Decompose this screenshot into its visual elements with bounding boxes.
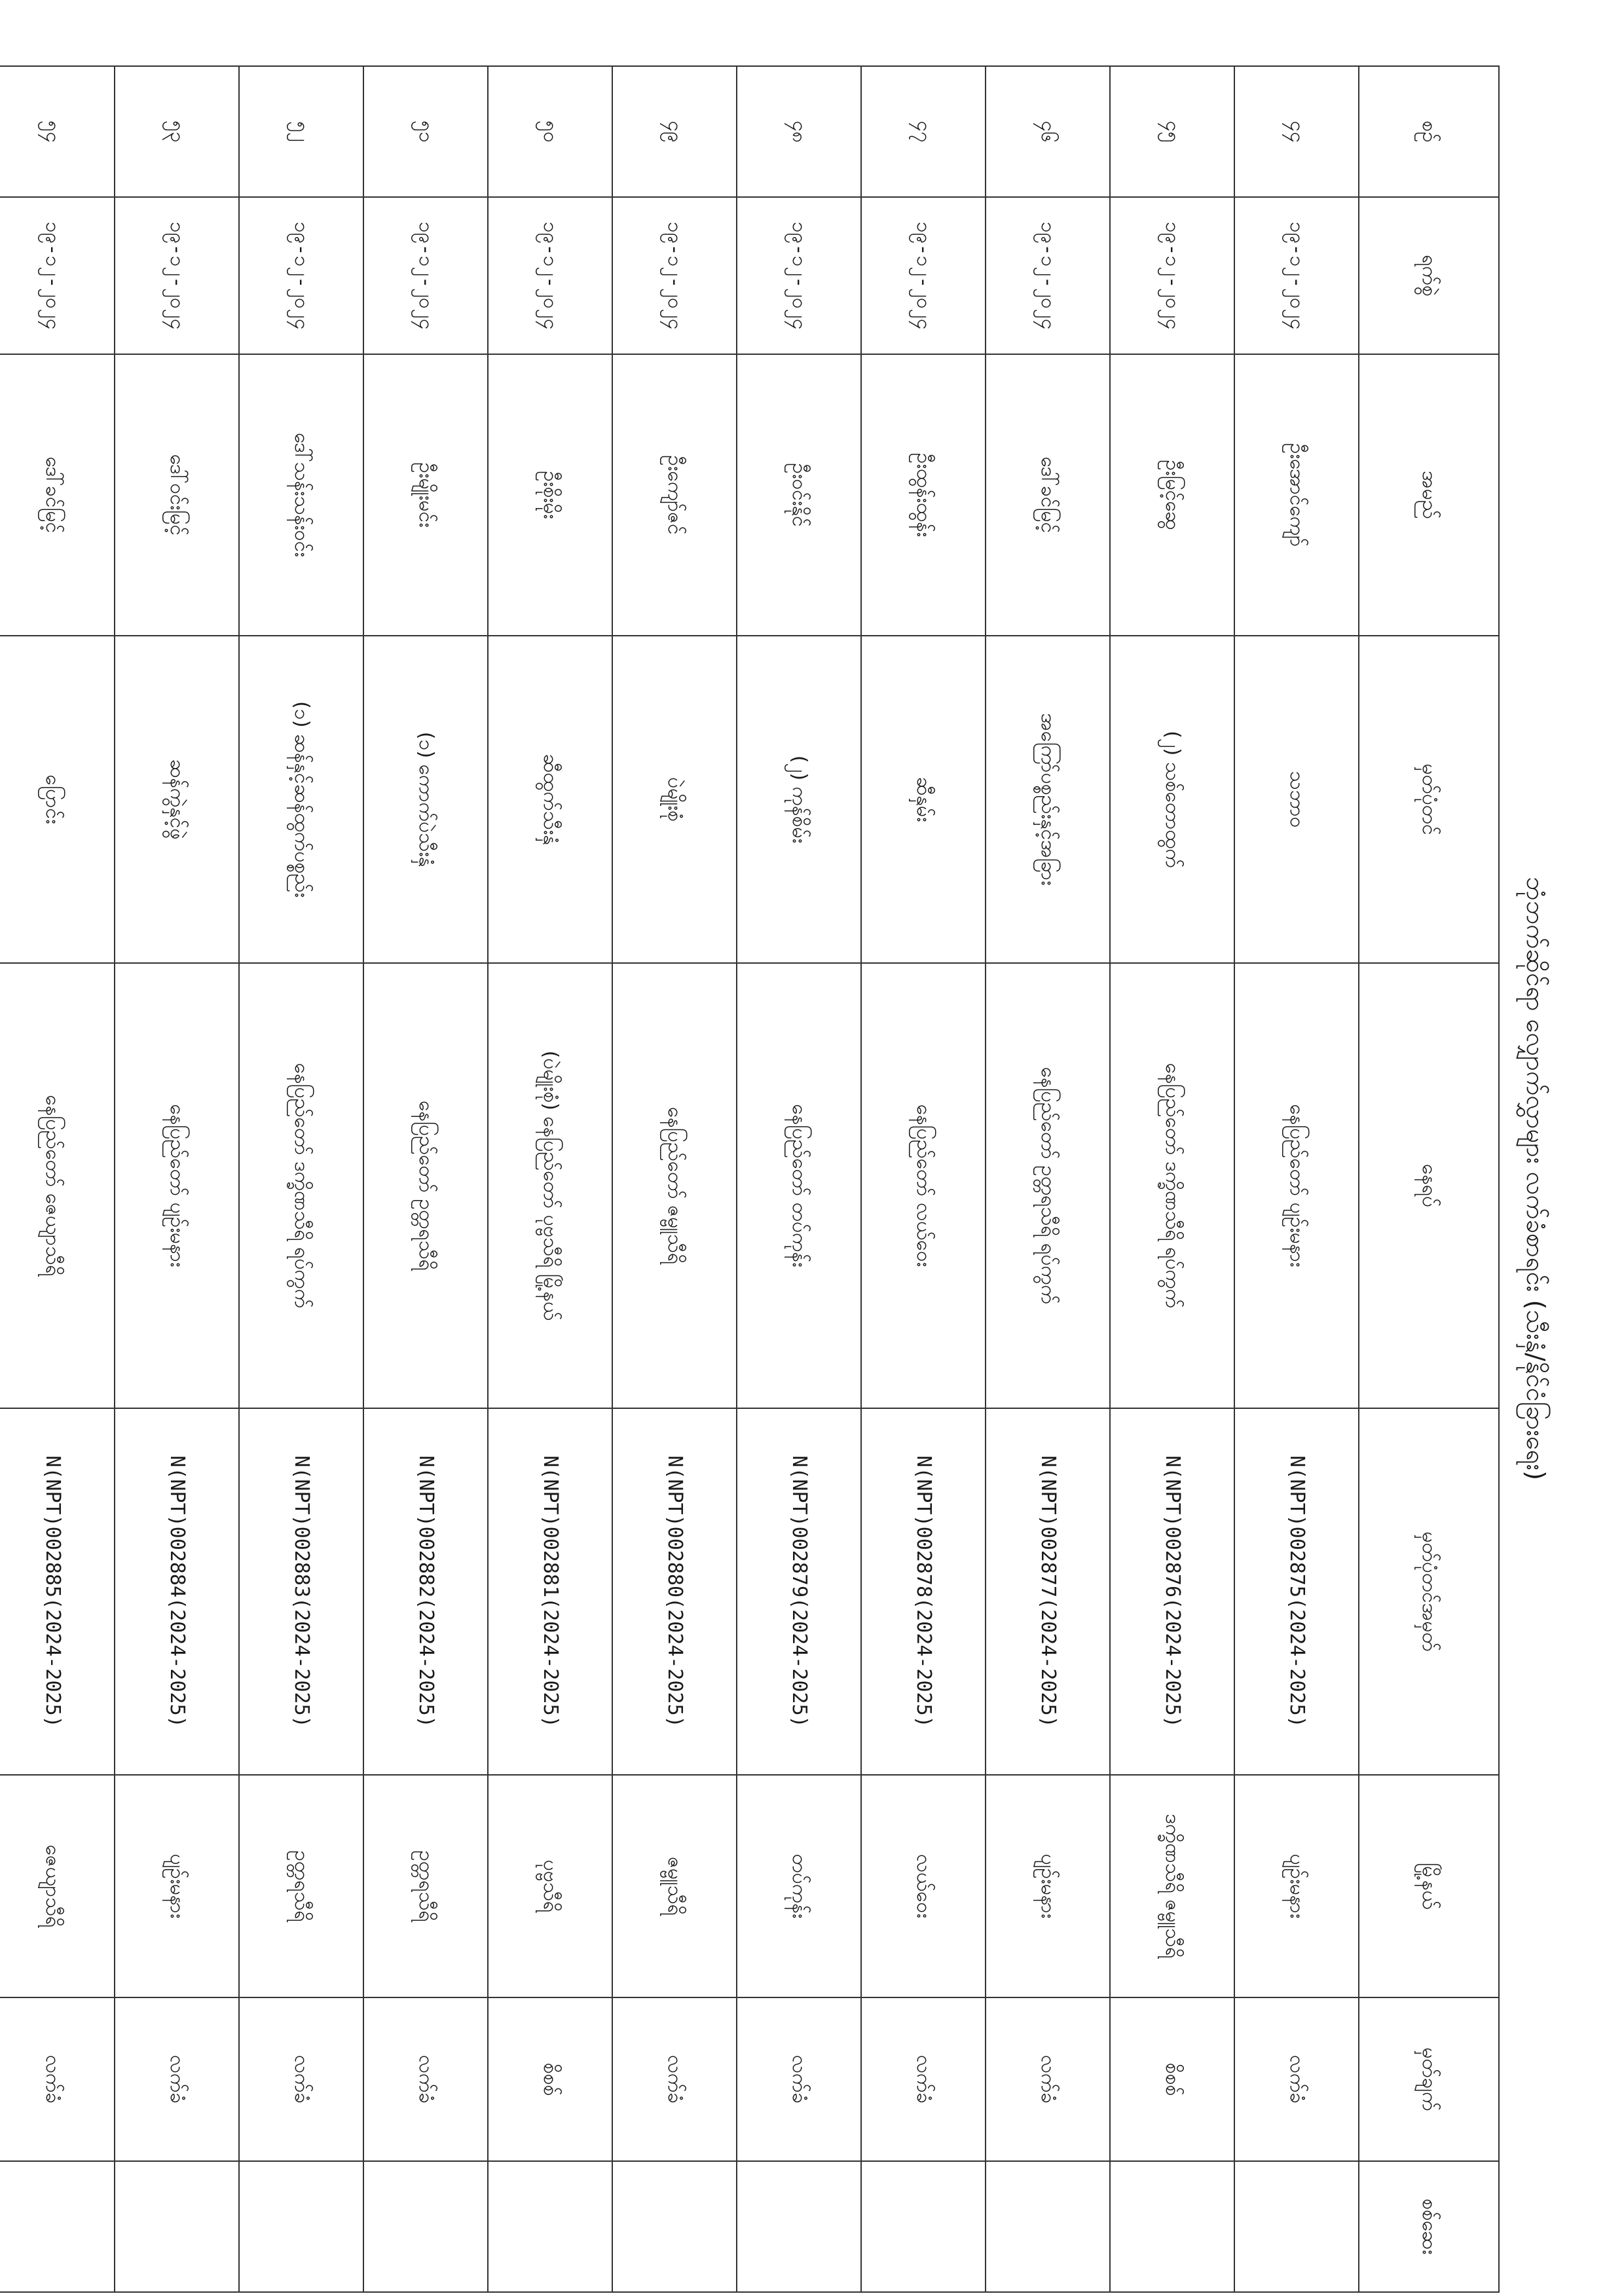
table-row <box>737 66 861 2292</box>
cell-township: ဇမ္ဗူသီရိ <box>612 1775 737 1997</box>
cell-name: ဦးစိုးမိုး <box>488 354 612 636</box>
cell-extra <box>861 2161 986 2292</box>
table-row <box>488 66 612 2292</box>
cell-no: ၄၉ <box>612 66 737 197</box>
cell-nrc: (၁) ဆန်နှင့်ဆန်ထွက်ပစ္စည်း <box>239 636 363 963</box>
header-reg-no: မှတ်ပုံတင်အမှတ် <box>1359 1408 1499 1775</box>
cell-name: ဦးဝင်းနိုင် <box>737 354 861 636</box>
table-row <box>239 66 363 2292</box>
cell-date: ၁၉-၁၂-၂၀၂၄ <box>1110 197 1234 354</box>
cell-nrc: အကြော်ပစ္စည်းနှင့်အခြား <box>986 636 1110 963</box>
cell-no: ၄၄ <box>1234 66 1359 197</box>
table-header-row <box>1359 66 1499 2292</box>
header-date: ရက်စွဲ <box>1359 197 1499 354</box>
cell-extra <box>737 2161 861 2292</box>
cell-date: ၁၉-၁၂-၂၀၂၄ <box>861 197 986 354</box>
registration-table <box>0 65 1500 2293</box>
cell-no: ၅၄ <box>0 66 115 197</box>
cell-remark: လက်ခံ <box>612 1997 737 2161</box>
cell-name: ဦးမြင့်ဆွေ <box>1110 354 1234 636</box>
table-row <box>115 66 239 2292</box>
cell-reg-no: N(NPT)002881(2024-2025) <box>488 1408 612 1775</box>
header-extra: စစ်ဆေး <box>1359 2161 1499 2292</box>
cell-address: (ပဲမျိုးစုံ) နေပြည်တော် ပုဗ္ဗသီရိ မြို့နယ် <box>488 963 612 1408</box>
table-row <box>861 66 986 2292</box>
cell-remark: လက်ခံ <box>115 1997 239 2161</box>
cell-reg-no: N(NPT)002876(2024-2025) <box>1110 1408 1234 1775</box>
cell-address: နေပြည်တော် ဒက္ခိဏသီရိ ရပ်ကွက် <box>239 963 363 1408</box>
cell-name: ဒေါ်ခင်မြင့် <box>986 354 1110 636</box>
cell-remark: လက်ခံ <box>239 1997 363 2161</box>
cell-remark: လက်ခံ <box>363 1997 488 2161</box>
cell-remark: စိစစ် <box>488 1997 612 2161</box>
cell-date: ၁၉-၁၂-၂၀၂၄ <box>612 197 737 354</box>
cell-extra <box>612 2161 737 2292</box>
header-address: နေရပ် <box>1359 963 1499 1408</box>
cell-no: ၄၅ <box>1110 66 1234 197</box>
cell-township: ဒက္ခိဏသီရိ ဇမ္ဗူသီရိ <box>1110 1775 1234 1997</box>
cell-reg-no: N(NPT)002884(2024-2025) <box>115 1408 239 1775</box>
cell-address: နေပြည်တော် ပျဉ်းမနား <box>1234 963 1359 1408</box>
cell-name: ဒေါ်ဝင်းမြင့် <box>115 354 239 636</box>
cell-remark: လက်ခံ <box>861 1997 986 2161</box>
cell-nrc: ဆီနှမ်း <box>861 636 986 963</box>
cell-name: ဦးထွန်းထွန်း <box>861 354 986 636</box>
cell-remark: စိစစ် <box>1110 1997 1234 2161</box>
cell-no: ၄၆ <box>986 66 1110 197</box>
table-row <box>1110 66 1234 2292</box>
cell-reg-no: N(NPT)002875(2024-2025) <box>1234 1408 1359 1775</box>
cell-address: နေပြည်တော် လယ်ဝေး <box>861 963 986 1408</box>
cell-date: ၁၉-၁၂-၂၀၂၄ <box>239 197 363 354</box>
table-row <box>612 66 737 2292</box>
cell-name: ဦးမျိုးမင်း <box>363 354 488 636</box>
cell-extra <box>1234 2161 1359 2292</box>
cell-no: ၄၈ <box>737 66 861 197</box>
cell-date: ၁၉-၁၂-၂၀၂၄ <box>737 197 861 354</box>
cell-date: ၁၉-၁၂-၂၀၂၄ <box>115 197 239 354</box>
table-row <box>363 66 488 2292</box>
cell-address: နေပြည်တော် ပျဉ်းမနား <box>115 963 239 1408</box>
cell-extra <box>115 2161 239 2292</box>
cell-township: ဥတ္တရသီရိ <box>239 1775 363 1997</box>
header-township: မြို့နယ် <box>1359 1775 1499 1997</box>
cell-no: ၄၇ <box>861 66 986 197</box>
cell-reg-no: N(NPT)002885(2024-2025) <box>0 1408 115 1775</box>
header-name: အမည် <box>1359 354 1499 636</box>
cell-address: နေပြည်တော် ဥတ္တရသီရိ ရပ်ကွက် <box>986 963 1110 1408</box>
header-nrc: မှတ်ပုံတင် <box>1359 636 1499 963</box>
cell-date: ၁၉-၁၂-၂၀၂၄ <box>0 197 115 354</box>
cell-reg-no: N(NPT)002882(2024-2025) <box>363 1408 488 1775</box>
cell-nrc: (၂) ကုန်စိမ်း <box>737 636 861 963</box>
cell-extra <box>1110 2161 1234 2292</box>
cell-remark: လက်ခံ <box>737 1997 861 2161</box>
cell-township: လယ်ဝေး <box>861 1775 986 1997</box>
header-no: စဉ် <box>1359 66 1499 197</box>
cell-extra <box>239 2161 363 2292</box>
cell-name: ဒေါ်ခင်မြင့် <box>0 354 115 636</box>
cell-no: ၅၂ <box>239 66 363 197</box>
cell-reg-no: N(NPT)002879(2024-2025) <box>737 1408 861 1775</box>
cell-reg-no: N(NPT)002883(2024-2025) <box>239 1408 363 1775</box>
cell-township: တပ်ကုန်း <box>737 1775 861 1997</box>
cell-nrc: ဆီထွက်သီးနှံ <box>488 636 612 963</box>
cell-township: ပျဉ်းမနား <box>1234 1775 1359 1997</box>
cell-township: ဇေယျာသီရိ <box>0 1775 115 1997</box>
cell-date: ၁၉-၁၂-၂၀၂၄ <box>986 197 1110 354</box>
document-title: ဘုံဘက်ဆိုင်ရာ လျှောက်လွှာများ လက်ခံစာရင်း (သီးနှံ/နိုင်ငံခြားရေး) <box>1521 877 1550 1480</box>
cell-address: နေပြည်တော် ဥတ္တရသီရိ <box>363 963 488 1408</box>
cell-address: နေပြည်တော် တပ်ကုန်း <box>737 963 861 1408</box>
cell-address: နေပြည်တော် ဒက္ခိဏသီရိ ရပ်ကွက် <box>1110 963 1234 1408</box>
cell-township: ပျဉ်းမနား <box>115 1775 239 1997</box>
cell-nrc: ပြောင်း <box>0 636 115 963</box>
table-row <box>1234 66 1359 2292</box>
cell-reg-no: N(NPT)002880(2024-2025) <box>612 1408 737 1775</box>
cell-name: ဦးအောင်ကျော် <box>1234 354 1359 636</box>
cell-nrc: သဘာဝ <box>1234 636 1359 963</box>
cell-township: ပျဉ်းမနား <box>986 1775 1110 1997</box>
cell-nrc: ဆန်ကွဲနှင့်ဖွဲ <box>115 636 239 963</box>
cell-name: ဦးကျော်ဇင် <box>612 354 737 636</box>
cell-remark: လက်ခံ <box>1234 1997 1359 2161</box>
cell-no: ၅၃ <box>115 66 239 197</box>
table-row <box>0 66 115 2292</box>
cell-township: ဥတ္တရသီရိ <box>363 1775 488 1997</box>
cell-reg-no: N(NPT)002877(2024-2025) <box>986 1408 1110 1775</box>
cell-remark: လက်ခံ <box>986 1997 1110 2161</box>
cell-no: ၅၀ <box>488 66 612 197</box>
cell-date: ၁၉-၁၂-၂၀၂၄ <box>363 197 488 354</box>
cell-remark: လက်ခံ <box>0 1997 115 2161</box>
header-remark: မှတ်ချက် <box>1359 1997 1499 2161</box>
cell-date: ၁၉-၁၂-၂၀၂၄ <box>488 197 612 354</box>
cell-township: ပုဗ္ဗသီရိ <box>488 1775 612 1997</box>
document-sheet <box>41 65 1578 2291</box>
cell-date: ၁၉-၁၂-၂၀၂၄ <box>1234 197 1359 354</box>
cell-reg-no: N(NPT)002878(2024-2025) <box>861 1408 986 1775</box>
cell-nrc: (၁) ကောက်ပဲသီးနှံ <box>363 636 488 963</box>
cell-extra <box>363 2161 488 2292</box>
cell-nrc: ပဲမျိုးစုံ <box>612 636 737 963</box>
cell-address: နေပြည်တော် ဇမ္ဗူသီရိ <box>612 963 737 1408</box>
cell-address: နေပြည်တော် ဇေယျာသီရိ <box>0 963 115 1408</box>
cell-name: ဒေါ်သန်းသန်းဝင်း <box>239 354 363 636</box>
cell-extra <box>488 2161 612 2292</box>
cell-nrc: (၂) သစ်တောထွက် <box>1110 636 1234 963</box>
cell-extra <box>986 2161 1110 2292</box>
cell-no: ၅၁ <box>363 66 488 197</box>
cell-extra <box>0 2161 115 2292</box>
table-row <box>986 66 1110 2292</box>
